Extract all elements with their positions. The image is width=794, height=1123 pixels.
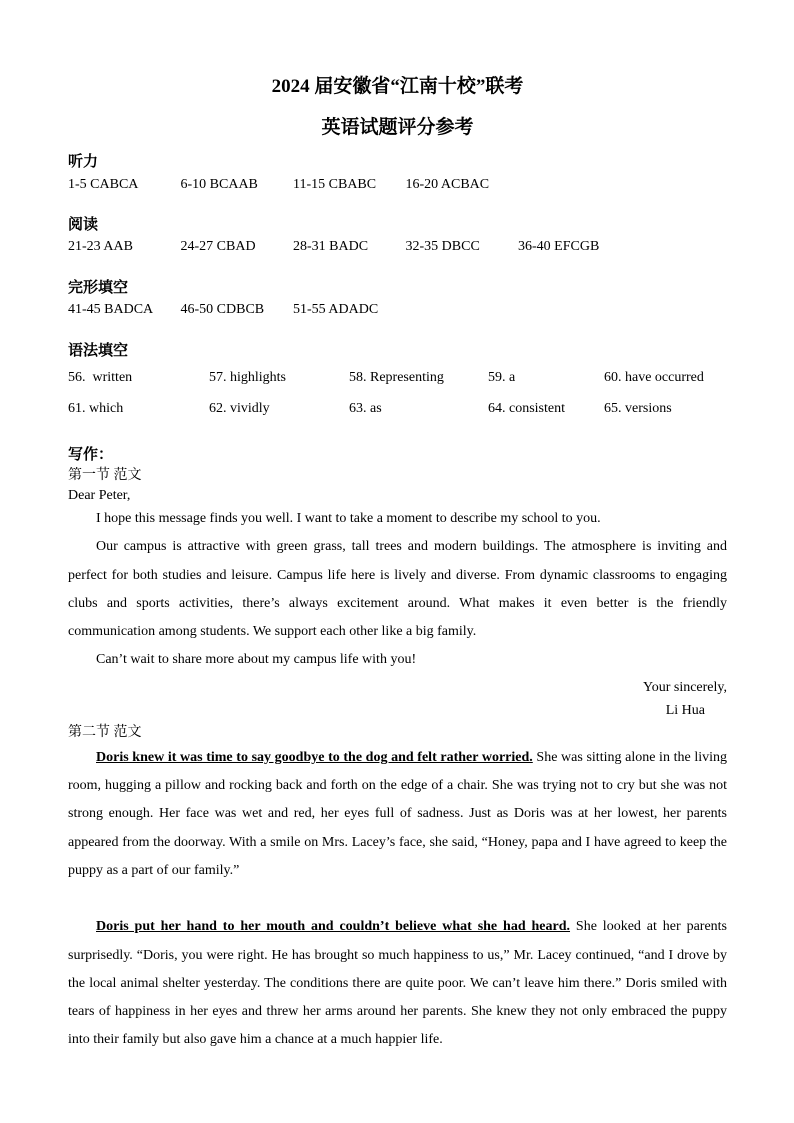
- letter-salutation: Dear Peter,: [68, 488, 131, 503]
- story-body-text: She was sitting alone in the living room, hugging a pillow and rocking back and forth on the edge of a chair. She was trying not to cry but she was not strong enough. Her face was wet and red, her eyes full of sadness. Just as Doris was at her lowest, her parents appeared from the doorway. With a smile on Mrs. Lacey’s face, she said, “Honey, papa and I have agreed to keep the puppy as a part of our family.”: [68, 749, 727, 878]
- section-heading-reading: 阅读: [68, 217, 99, 233]
- letter-signature: Li Hua: [665, 702, 705, 718]
- reading-answer-row: [68, 237, 727, 257]
- answer-item: 65. versions: [604, 401, 672, 416]
- section-listening: [68, 152, 727, 195]
- answer-item: 58. Representing: [349, 370, 444, 385]
- answer-group: 41-45 BADCA: [68, 302, 154, 317]
- story-body-text: She looked at her parents surprisedly. “Doris, you were right. He has brought so much happiness to us,” Mr. Lacey continued, “and I drove by the local animal shelter yesterday. The conditions there are quite poor. We can’t leave him there.” Doris smiled with tears of happiness in her eyes and threw her arms around her parents. She knew they not only embraced the puppy into their family but also gave him a chance at a much happier life.: [68, 919, 727, 1048]
- cloze-answer-row: [68, 300, 727, 320]
- letter-paragraph: Can’t wait to share more about my campus life with you!: [96, 652, 417, 668]
- page-title: 2024 届安徽省“江南十校”联考: [271, 76, 524, 97]
- answer-item: 62. vividly: [209, 401, 270, 416]
- answer-item: 63. as: [349, 401, 382, 416]
- answer-group: 6-10 BCAAB: [180, 177, 258, 192]
- answer-group: 16-20 ACBAC: [405, 177, 490, 192]
- answer-group: 51-55 ADADC: [293, 302, 379, 317]
- story-lead-sentence: Doris knew it was time to say goodbye to the dog and felt rather worried.: [96, 749, 533, 765]
- writing-part1-label: 第一节 范文: [68, 468, 142, 483]
- answer-group: 28-31 BADC: [293, 239, 369, 254]
- section-heading-grammar: 语法填空: [68, 343, 129, 359]
- answer-group: 11-15 CBABC: [293, 177, 377, 192]
- section-reading: [68, 215, 727, 257]
- answer-item: 56. written: [68, 370, 133, 385]
- answer-group: 46-50 CDBCB: [180, 302, 265, 317]
- letter-closing: Your sincerely,: [643, 679, 727, 695]
- section-grammar: [68, 341, 727, 419]
- answer-group: 32-35 DBCC: [405, 239, 480, 254]
- answer-item: 57. highlights: [209, 370, 287, 385]
- story-lead-sentence: Doris put her hand to her mouth and couldn’t believe what she had heard.: [96, 919, 571, 935]
- section-heading-cloze: 完形填空: [68, 280, 129, 296]
- section-heading-writing: 写作：: [68, 447, 114, 463]
- listening-answer-row: [68, 175, 727, 195]
- answer-group: 36-40 EFCGB: [518, 239, 600, 254]
- answer-group: 21-23 AAB: [68, 239, 133, 254]
- answer-item: 61. which: [68, 401, 124, 416]
- section-cloze: [68, 278, 727, 320]
- answer-group: 1-5 CABCA: [68, 177, 139, 192]
- answer-item: 59. a: [488, 370, 516, 385]
- page-subtitle: 英语试题评分参考: [321, 117, 474, 138]
- answer-group: 24-27 CBAD: [180, 239, 256, 254]
- grammar-answer-row-1: [68, 368, 727, 388]
- answer-item: 64. consistent: [488, 401, 565, 416]
- answer-item: 60. have occurred: [604, 370, 704, 385]
- grammar-answer-row-2: [68, 399, 727, 419]
- story-paragraph: [68, 744, 727, 885]
- story-paragraph: [68, 913, 727, 1054]
- section-heading-listening: 听力: [68, 154, 99, 170]
- section-writing: [68, 445, 727, 1055]
- letter-paragraph: Our campus is attractive with green grass, tall trees and modern buildings. The atmosphere is inviting and perfect for both studies and leisure. Campus life here is lively and diverse. From dynamic classrooms to engaging clubs and sports activities, there’s always excitement around. What makes it even better is the friendly communication among students. We support each other like a big family.: [68, 539, 727, 640]
- letter-paragraph: I hope this message finds you well. I want to take a moment to describe my school to you.: [96, 511, 601, 526]
- writing-part2-label: 第二节 范文: [68, 724, 142, 740]
